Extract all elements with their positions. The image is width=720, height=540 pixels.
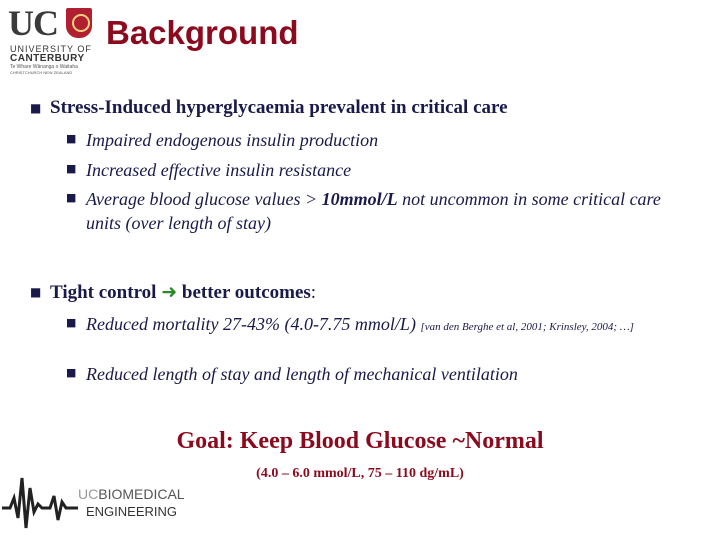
crest-icon (66, 8, 92, 38)
logo-line4: CHRISTCHURCH NEW ZEALAND (10, 70, 73, 75)
bullet-text: Stress-Induced hyperglycaemia prevalent in critical care (50, 97, 508, 118)
subbullet-text: Reduced length of stay and length of mechanical ventilation (86, 364, 518, 384)
subbullet-text (86, 312, 696, 339)
slide-title: Background (106, 14, 299, 51)
subbullet-text (86, 187, 696, 235)
square-bullet-icon: ■ (30, 285, 42, 299)
square-bullet-icon: ■ (66, 316, 77, 329)
bme-line1 (78, 486, 185, 502)
goal-heading: Goal: Keep Blood Glucose ~Normal (176, 428, 544, 454)
square-bullet-icon: ■ (66, 162, 77, 175)
text-main: Reduced mortality 27-43% (4.0-7.75 mmol/L) (86, 314, 421, 334)
text-pre: Average blood glucose values > (86, 189, 322, 209)
colon: : (310, 282, 317, 303)
university-logo (6, 3, 92, 75)
logo-line1: UNIVERSITY OF (10, 44, 92, 54)
ecg-waveform-icon (0, 468, 80, 540)
logo-initials: UC (8, 3, 58, 43)
citation: [van den Berghe et al, 2001; Krinsley, 2004; …] (420, 321, 634, 333)
subbullet-text: Impaired endogenous insulin production (86, 130, 379, 150)
bme-line2: ENGINEERING (86, 504, 178, 519)
biomedical-engineering-logo (0, 468, 185, 540)
logo-line3: Te Whare Wānanga o Waitaha (10, 64, 78, 70)
goal-range: (4.0 – 6.0 mmol/L, 75 – 110 dg/mL) (256, 466, 464, 481)
text-post: not uncommon in some critical care units (over length of stay) (86, 189, 661, 233)
subbullet-text: Increased effective insulin resistance (86, 160, 352, 180)
bme-uc: UC (78, 486, 99, 502)
square-bullet-icon: ■ (66, 132, 77, 145)
arrow-right-icon: ➜ (161, 281, 178, 303)
logo-line2: CANTERBURY (10, 53, 85, 64)
text-pre: Tight control (50, 282, 162, 303)
square-bullet-icon: ■ (66, 366, 77, 379)
emphasis-value: 10mmol/L (321, 189, 398, 209)
bullet-text (50, 281, 316, 304)
square-bullet-icon: ■ (30, 101, 42, 115)
bme-biomedical: BIOMEDICAL (98, 486, 185, 502)
square-bullet-icon: ■ (66, 191, 77, 204)
text-post: better outcomes (177, 282, 311, 303)
